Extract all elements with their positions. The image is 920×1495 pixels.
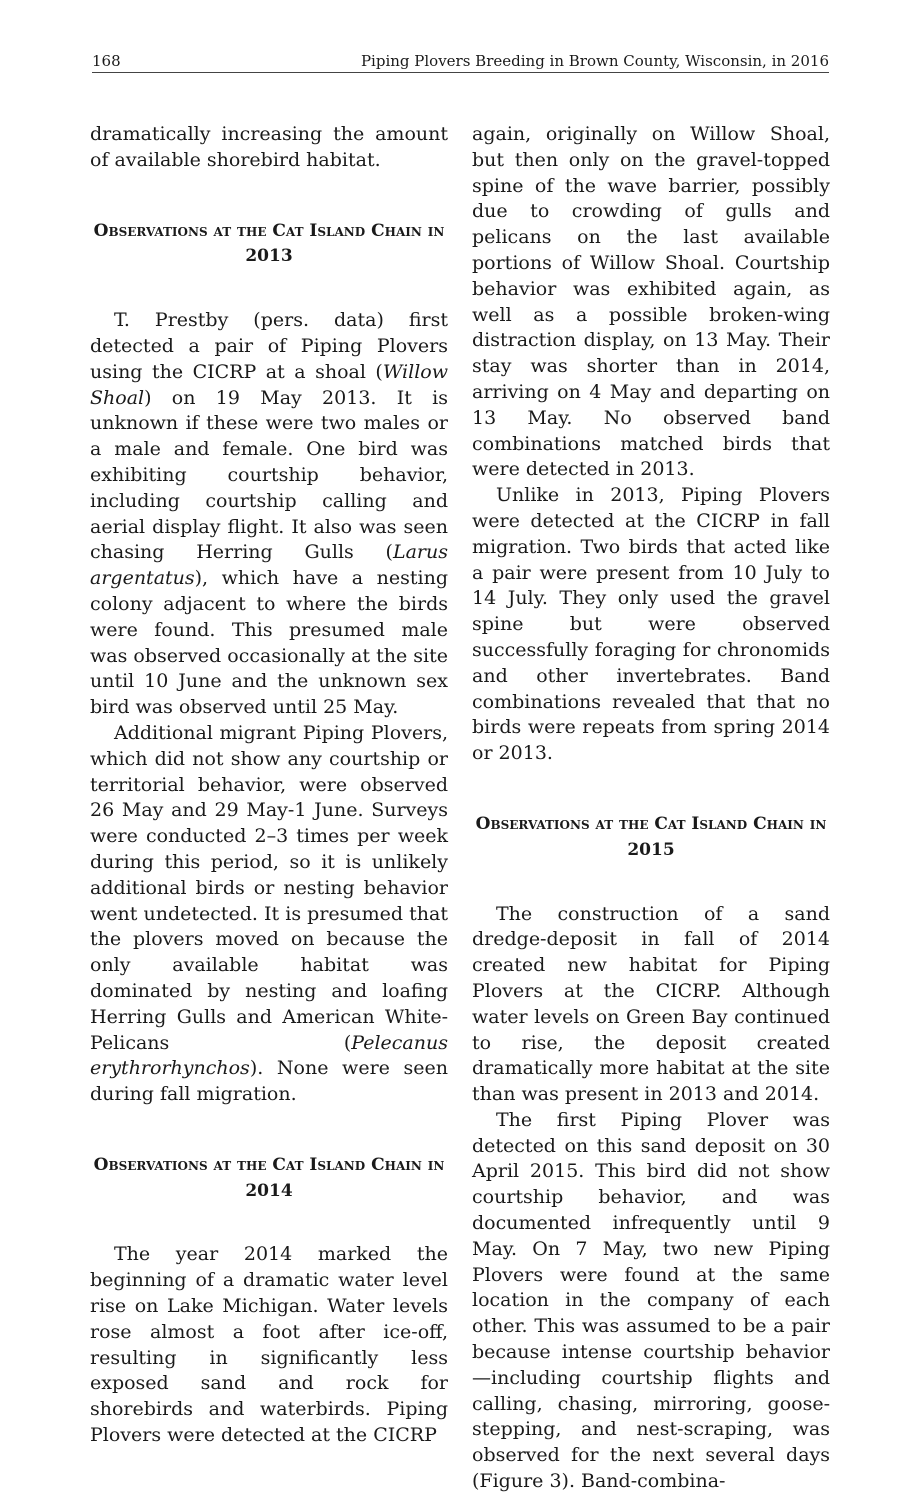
paragraph: Unlike in 2013, Piping Plovers were detected at the CICRP in fall migration. Two birds that acted like a pair were present from 10 July to 14 July. They only used the gravel spine but were observed successfully foraging for chronomids and other invertebrates. Band combinations revealed that that no birds were repeats from spring 2014 or 2013.: [472, 484, 830, 765]
species-name: Larus argentatus: [90, 541, 448, 590]
paragraph: Additional migrant Piping Plovers, which did not show any courtship or territorial behavior, were observed 26 May and 29 May-1 June. Surveys were conducted 2–3 times per week during this period, so it is unlikely additional birds or nesting behavior went undetected. It is presumed that the plovers moved on because the only available habitat was dominated by nesting and loafing Herring Gulls and American White-Pelicans (Pelecanus erythrorhynchos). None were seen during fall migration.: [90, 721, 448, 1106]
paragraph: The construction of a sand dredge-deposit in fall of 2014 created new habitat for Piping Plovers at the CICRP. Although water levels on Green Bay continued to rise, the deposit created dramatically more habitat at the site than was present in 2013 and 2014.: [472, 902, 830, 1106]
left-column: [90, 122, 448, 1449]
paragraph: dramatically increasing the amount of available shorebird habitat.: [90, 123, 448, 171]
page-number: 168: [92, 52, 121, 70]
paragraph: The first Piping Plover was detected on this sand deposit on 30 April 2015. This bird did not show courtship behavior, and was documented infrequently until 9 May. On 7 May, two new Piping Plovers were found at the same location in the company of each other. This was assumed to be a pair because intense courtship behavior—including courtship flights and calling, chasing, mirroring, goose-stepping, and nest-scraping, was observed for the next several days (Figure 3). Band-combina-: [472, 1108, 830, 1493]
section-heading-2014: Observations at the Cat Island Chain in 2014: [93, 1154, 445, 1201]
species-name: Pelecanus erythrorhynchos: [90, 1031, 448, 1080]
running-title: Piping Plovers Breeding in Brown County, Wisconsin, in 2016: [360, 52, 829, 70]
section-heading-2013: Observations at the Cat Island Chain in 2013: [93, 220, 445, 267]
paragraph: again, originally on Willow Shoal, but then only on the gravel-topped spine of the wave barrier, possibly due to crowding of gulls and pelicans on the last available portions of Willow Shoal. Courtship behavior was exhibited again, as well as a possible broken-wing distraction display, on 13 May. Their stay was shorter than in 2014, arriving on 4 May and departing on 13 May. No observed band combinations matched birds that were detected in 2013.: [472, 123, 830, 481]
running-header: [92, 50, 829, 73]
section-heading-2015: Observations at the Cat Island Chain in 2015: [475, 813, 827, 860]
paragraph: The year 2014 marked the beginning of a dramatic water level rise on Lake Michigan. Water levels rose almost a foot after ice-off, resulting in significantly less exposed sand and rock for shorebirds and waterbirds. Piping Plovers were detected at the CICRP: [90, 1243, 448, 1447]
paragraph: T. Prestby (pers. data) first detected a pair of Piping Plovers using the CICRP at a shoal (Willow Shoal) on 19 May 2013. It is unknown if these were two males or a male and female. One bird was exhibiting courtship behavior, including courtship calling and aerial display flight. It also was seen chasing Herring Gulls (Larus argentatus), which have a nesting colony adjacent to where the birds were found. This presumed male was observed occasionally at the site until 10 June and the unknown sex bird was observed until 25 May.: [90, 309, 448, 719]
right-column: [472, 122, 830, 1495]
italic-term: Willow Shoal: [90, 360, 448, 409]
